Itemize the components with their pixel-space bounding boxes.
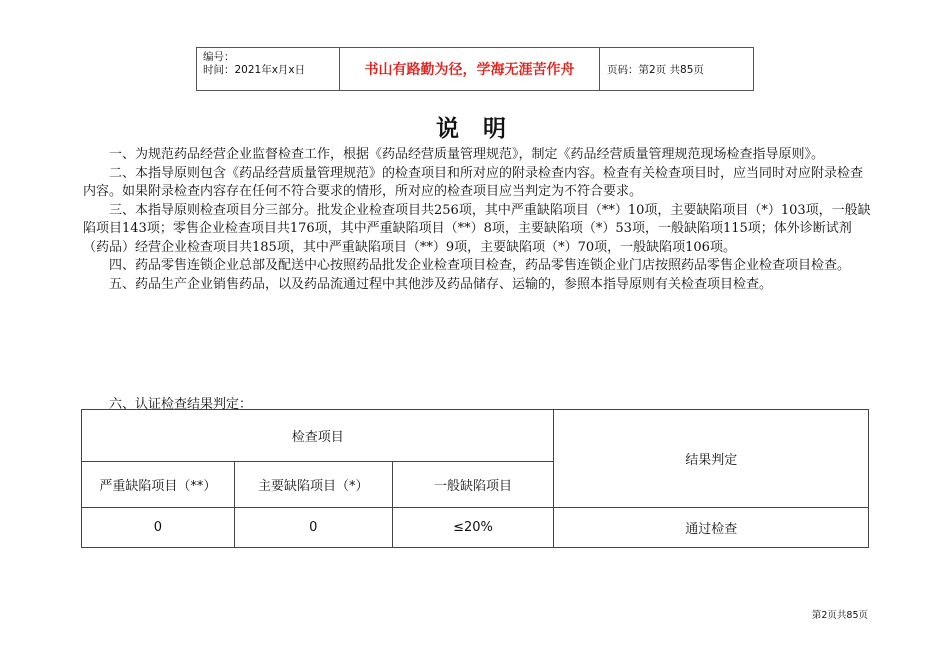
header-meta [197,48,340,90]
number-label: 编号： [203,51,235,63]
severe-defect-header: 严重缺陷项目（**） [82,462,235,508]
document-header [196,47,754,91]
major-defect-header: 主要缺陷项目（*） [234,462,392,508]
paragraph-5: 五、药品生产企业销售药品，以及药品流通过程中其他涉及药品储存、运输的，参照本指导原则有关检查项目检查。 [109,276,773,292]
page-title: 说 明 [435,115,514,142]
result-header: 结果判定 [554,410,869,508]
header-motto: 书山有路勤为径，学海无涯苦作舟 [340,48,600,90]
paragraph-1: 一、为规范药品经营企业监督检查工作，根据《药品经营质量管理规范》，制定《药品经营质量管理规范现场检查指导原则》。 [109,147,825,162]
general-defect-header: 一般缺陷项目 [392,462,554,508]
page-footer: 第2页共85页 [811,610,868,621]
paragraph-4: 四、药品零售连锁企业总部及配送中心按照药品批发企业检查项目检查，药品零售连锁企业门店按照药品零售企业检查项目检查。 [109,258,851,273]
major-count-cell: 0 [234,508,392,548]
severe-count-cell: 0 [82,508,235,548]
general-percent-cell: ≤20% [392,508,554,548]
header-page-code: 页码：第2页 共85页 [607,63,704,76]
time-label: 时间：2021年x月x日 [203,64,306,76]
result-cell: 通过检查 [554,508,869,548]
paragraph-2: 二、本指导原则包含《药品经营质量管理规范》的检查项目和所对应的附录检查内容。检查有关检查项目时，应当同时对应附录检查内容。如果附录检查内容存在任何不符合要求的情形，所对应的检查项目应当判定为不符合要求。 [83,165,864,199]
body-text [83,146,873,294]
table-row [82,508,869,548]
paragraph-3: 三、本指导原则检查项目分三部分。批发企业检查项目共256项，其中严重缺陷项目（**）10项，主要缺陷项目（*）103项，一般缺陷项目143项；零售企业检查项目共176项，其中严重缺陷项目（**）8项，主要缺陷项（*）53项，一般缺陷项115项；体外诊断试剂（药品）经营企业检查项目共185项，其中严重缺陷项目（**）9项，主要缺陷项（*）70项，一般缺陷项106项。 [83,202,871,255]
result-table [81,409,869,548]
check-items-header: 检查项目 [82,410,554,462]
section-6-label: 六、认证检查结果判定： [109,397,253,412]
